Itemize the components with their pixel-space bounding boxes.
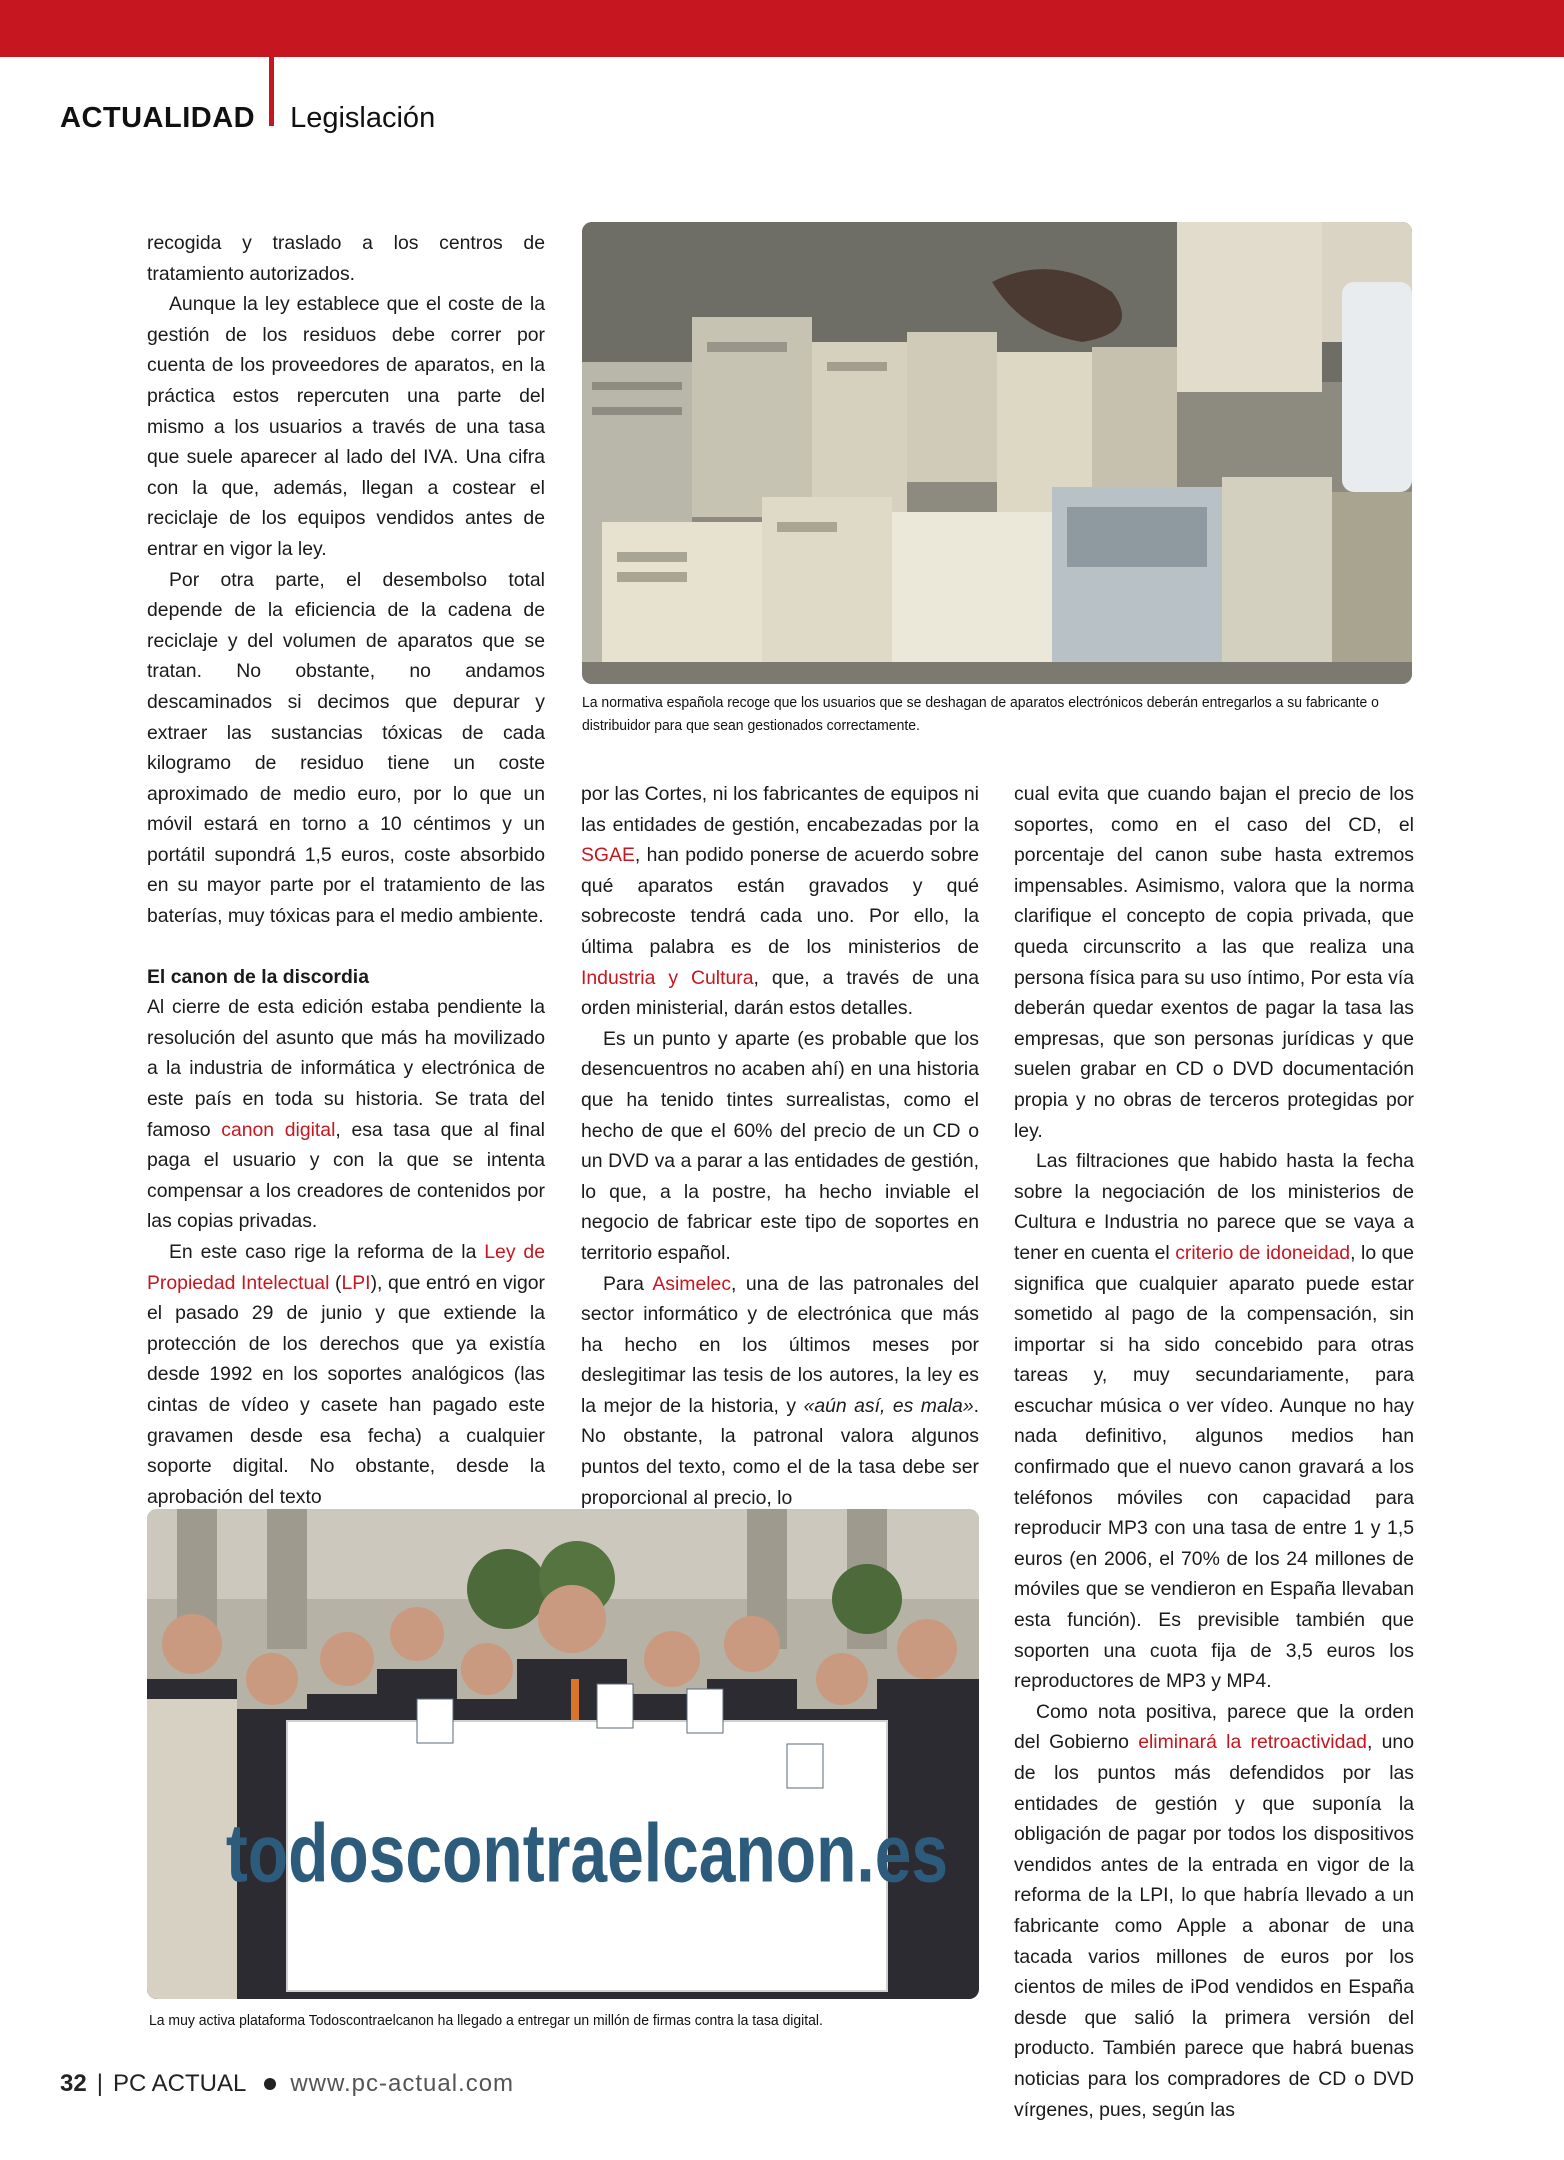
- banner-text: todoscontraelcanon.es: [225, 1806, 949, 1900]
- paragraph: Al cierre de esta edición estaba pendiente la resolución del asunto que más ha movilizado a la industria de informática y electrónica de este país en toda su historia. Se trata del famoso canon digital, esa tasa que al final paga el usuario y con la que se intenta compensar a los creadores de contenidos por las copias privadas.: [147, 996, 545, 1233]
- photo-caption-2: La muy activa plataforma Todoscontraelcanon ha llegado a entregar un millón de firmas contra la tasa digital.: [149, 2012, 823, 2029]
- computers-illustration: [582, 222, 1412, 684]
- link-ley-propiedad-intelectual[interactable]: Ley de Propiedad Intelectual: [147, 1241, 545, 1294]
- link-lpi[interactable]: LPI: [341, 1271, 371, 1294]
- link-asimelec[interactable]: Asimelec: [652, 1272, 732, 1295]
- top-red-band: [0, 0, 1564, 57]
- article-column-3: [1014, 779, 1414, 2125]
- link-eliminara-retroactividad[interactable]: eliminará la retroactividad: [1138, 1731, 1367, 1754]
- footer-separator: |: [96, 2070, 103, 2097]
- article-column-1: [147, 228, 545, 1512]
- link-canon-digital[interactable]: canon digital: [221, 1118, 336, 1141]
- paragraph: Las filtraciones que habido hasta la fecha sobre la negociación de los ministerios de Cultura e Industria no parece que se vaya a tener en cuenta el criterio de idoneidad, lo que significa que cualquier aparato puede estar sometido al pago de la compensación, sin importar si ha sido concebido para otras tareas y, muy secundariamente, para escuchar música o ver vídeo. Aunque no hay nada definitivo, algunos medios han confirmado que el nuevo canon gravará a los teléfonos móviles con capacidad para reproducir MP3 con una tasa de entre 1 y 1,5 euros (en 2006, el 70% de los 24 millones de móviles que se vendieron en España llevaban esta función). Es previsible también que soporten una cuota fija de 3,5 euros los reproductores de MP3 y MP4.: [1014, 1150, 1414, 1693]
- paragraph: recogida y traslado a los centros de tratamiento autorizados.: [147, 232, 545, 285]
- header-divider: [269, 52, 274, 126]
- subsection-title: Legislación: [290, 101, 436, 134]
- page-number: 32: [60, 2070, 87, 2097]
- paragraph: En este caso rige la reforma de la Ley de Propiedad Intelectual (LPI), que entró en vigor el pasado 29 de junio y que extiende la protección de los derechos que ya existía desde 1992 en los soportes analógicos (las cintas de vídeo y casete han pagado este gravamen desde esa fecha) a cualquier soporte digital. No obstante, desde la aprobación del texto: [147, 1241, 545, 1508]
- section-title: ACTUALIDAD: [60, 101, 256, 134]
- bullet-icon: [264, 2078, 276, 2090]
- magazine-name: PC ACTUAL: [112, 2070, 247, 2097]
- paragraph: Para Asimelec, una de las patronales del sector informático y de electrónica que más ha hecho en los últimos meses por deslegitimar las tesis de los autores, la ley es la mejor de la historia, y «aún así, es mala». No obstante, la patronal valora algunos puntos del texto, como el de la tasa debe ser proporcional al precio, lo: [581, 1272, 979, 1509]
- photo-old-computers: [582, 222, 1412, 684]
- section-heading: El canon de la discordia: [147, 965, 369, 988]
- paragraph: Aunque la ley establece que el coste de la gestión de los residuos debe correr por cuenta de los proveedores de aparatos, en la práctica estos repercuten una parte del mismo a los usuarios a través de una tasa que suele aparecer al lado del IVA. Una cifra con la que, además, llegan a costear el reciclaje de los equipos vendidos antes de entrar en vigor la ley.: [147, 293, 545, 560]
- paragraph: cual evita que cuando bajan el precio de los soportes, como en el caso del CD, el porcentaje del canon sube hasta extremos impensables. Asimismo, valora que la norma clarifique el concepto de copia privada, que queda circunscrito a las que realiza una persona física para su uso íntimo, Por esta vía deberán quedar exentos de pagar la tasa las empresas, que son personas jurídicas y que suelen grabar en CD o DVD documentación propia y no obras de terceros protegidas por ley.: [1014, 783, 1414, 1142]
- page-footer: [60, 2070, 514, 2098]
- section-header: [60, 96, 435, 140]
- photo-caption-1: La normativa española recoge que los usuarios que se deshagan de aparatos electrónicos deberán entregarlos a su fabricante o distribuidor para que sean gestionados correctamente.: [582, 694, 1379, 734]
- protest-illustration: [147, 1509, 979, 1999]
- footer-url[interactable]: www.pc-actual.com: [290, 2070, 515, 2097]
- photo-protest-banner: [147, 1509, 979, 1999]
- link-criterio-idoneidad[interactable]: criterio de idoneidad: [1175, 1241, 1351, 1264]
- paragraph: por las Cortes, ni los fabricantes de equipos ni las entidades de gestión, encabezadas por la SGAE, han podido ponerse de acuerdo sobre qué aparatos están gravados y qué sobrecoste tendrá cada uno. Por ello, la última palabra es de los ministerios de Industria y Cultura, que, a través de una orden ministerial, darán estos detalles.: [581, 783, 979, 1020]
- link-sgae[interactable]: SGAE: [581, 844, 635, 867]
- paragraph: Como nota positiva, parece que la orden del Gobierno eliminará la retroactividad, uno de los puntos más defendidos por las entidades de gestión y que suponía la obligación de pagar por todos los dispositivos vendidos antes de la entrada en vigor de la reforma de la LPI, lo que habría llevado a un fabricante como Apple a abonar de una tacada varios millones de euros por los cientos de miles de iPod vendidos en España desde que salió la primera versión del producto. También parece que habrá buenas noticias para los compradores de CD o DVD vírgenes, pues, según las: [1014, 1700, 1414, 2121]
- paragraph: Es un punto y aparte (es probable que los desencuentros no acaben ahí) en una historia que ha tenido tintes surrealistas, como el hecho de que el 60% del precio de un CD o un DVD va a parar a las entidades de gestión, lo que, a la postre, ha hecho inviable el negocio de fabricar este tipo de soportes en territorio español.: [581, 1027, 979, 1264]
- article-column-2: [581, 779, 979, 1513]
- paragraph: Por otra parte, el desembolso total depende de la eficiencia de la cadena de reciclaje y del volumen de aparatos que se tratan. No obstante, no andamos descaminados si decimos que depurar y extraer las sustancias tóxicas de cada kilogramo de residuo tiene un coste aproximado de medio euro, por lo que un móvil estará en torno a 10 céntimos y un portátil supondrá 1,5 euros, coste absorbido en su mayor parte por el tratamiento de las baterías, muy tóxicas para el medio ambiente.: [147, 568, 545, 928]
- link-industria-cultura[interactable]: Industria y Cultura: [581, 966, 754, 989]
